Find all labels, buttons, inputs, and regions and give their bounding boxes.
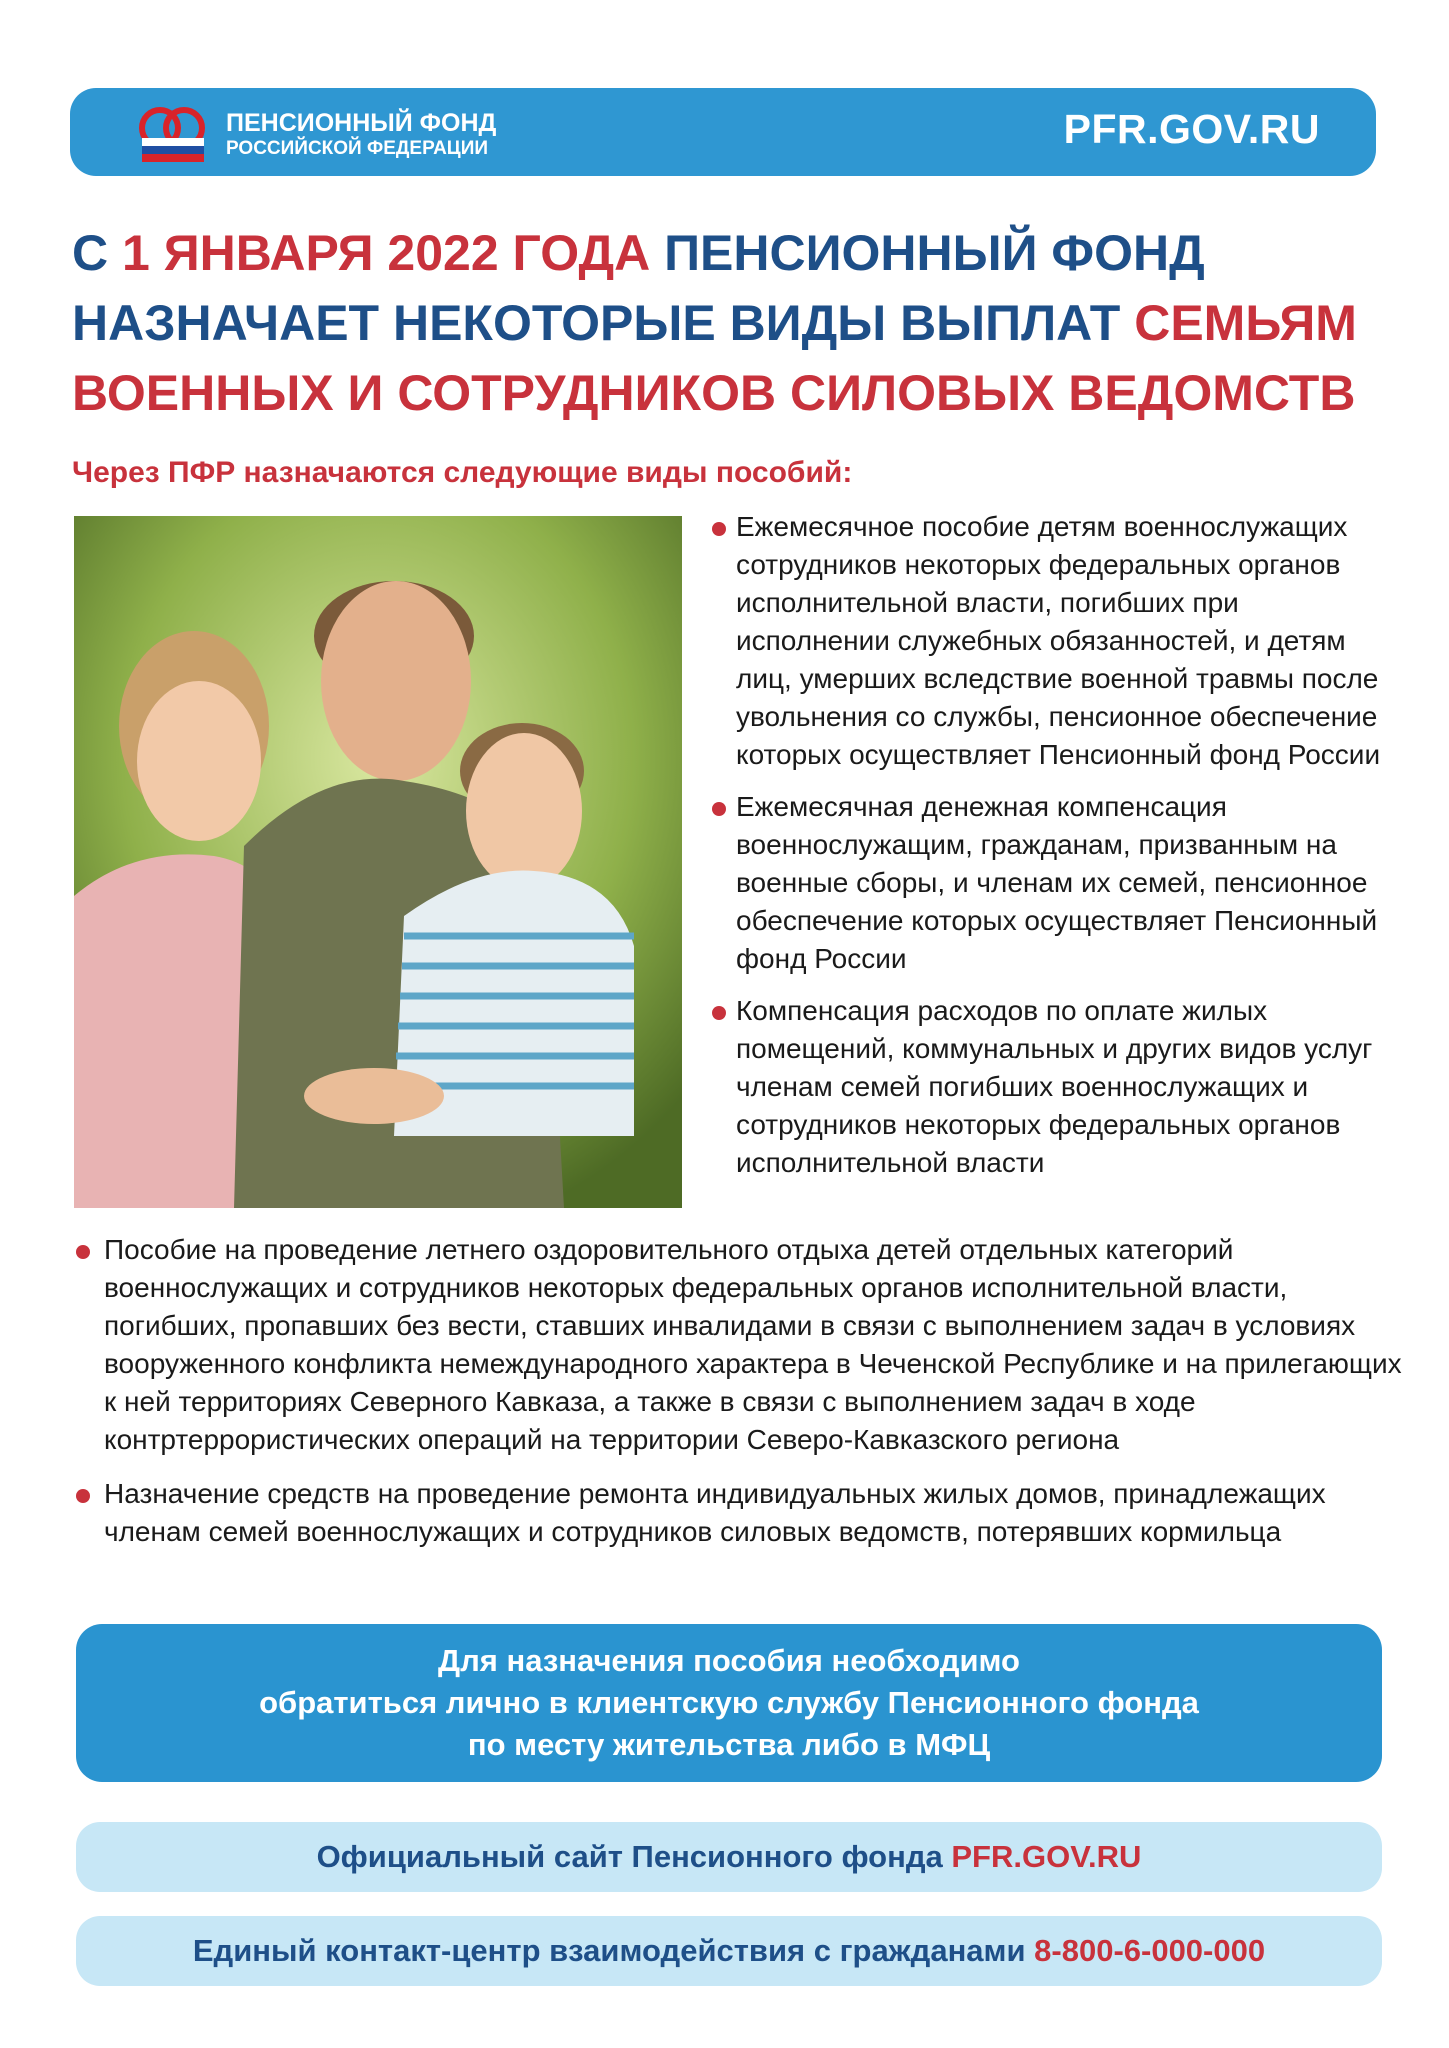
pfr-logo-icon xyxy=(138,106,208,166)
benefits-list-full xyxy=(76,1231,1416,1567)
contact-center-phone[interactable]: 8-800-6-000-000 xyxy=(1034,1933,1266,1968)
contact-center-pill xyxy=(76,1916,1382,1986)
org-name-line1: ПЕНСИОННЫЙ ФОНД xyxy=(226,109,497,137)
list-item: Назначение средств на проведение ремонта индивидуальных жилых домов, принадлежащих членам семей военнослужащих и сотрудников силовых ведомств, потерявших кормильца xyxy=(76,1475,1416,1551)
cta-line-1: Для назначения пособия необходимо xyxy=(438,1643,1020,1678)
cta-line-3: по месту жительства либо в МФЦ xyxy=(467,1727,991,1762)
list-item: Ежемесячное пособие детям военнослужащих сотрудников некоторых федеральных органов исполнительной власти, погибших при исполнении служебных обязанностей, и детям лиц, умерших вследствие военной травмы после увольнения со службы, пенсионное обеспечение которых осуществляет Пенсионный фонд России xyxy=(712,508,1392,774)
header-site-link[interactable]: PFR.GOV.RU xyxy=(1063,106,1320,152)
list-item: Компенсация расходов по оплате жилых помещений, коммунальных и других видов услуг членам семей погибших военнослужащих и сотрудников некоторых федеральных органов исполнительной власти xyxy=(712,992,1392,1182)
org-name-line2: РОССИЙСКОЙ ФЕДЕРАЦИИ xyxy=(226,138,489,159)
official-site-label: Официальный сайт Пенсионного фонда xyxy=(316,1839,952,1874)
benefits-list-right xyxy=(712,508,1392,1196)
title-highlight: СЕМЬЯМ ВОЕННЫХ И СОТРУДНИКОВ СИЛОВЫХ ВЕДОМСТВ xyxy=(72,295,1357,421)
official-site-pill xyxy=(76,1822,1382,1892)
list-item: Пособие на проведение летнего оздоровительного отдыха детей отдельных категорий военнослужащих и сотрудников некоторых федеральных органов исполнительной власти, погибших, пропавших без вести, ставших инвалидами в связи с выполнением задач в условиях вооруженного конфликта немеждународного характера в Чеченской Республике и на прилегающих к ней территориях Северного Кавказа, а также в связи с выполнением задач в ходе контртеррористических операций на территории Северо-Кавказского региона xyxy=(76,1231,1416,1459)
cta-box xyxy=(76,1624,1382,1782)
page-title xyxy=(72,218,1392,428)
header-bar xyxy=(70,88,1376,176)
title-part-1: С xyxy=(72,225,122,281)
org-name xyxy=(226,108,496,161)
title-part-2: ПЕНСИОННЫЙ ФОНД НАЗНАЧАЕТ НЕКОТОРЫЕ ВИДЫ ВЫПЛАТ xyxy=(72,225,1205,351)
cta-line-2: обратиться лично в клиентскую службу Пенсионного фонда xyxy=(259,1685,1199,1720)
family-photo xyxy=(74,516,682,1208)
official-site-link[interactable]: PFR.GOV.RU xyxy=(951,1839,1142,1874)
benefits-subheading: Через ПФР назначаются следующие виды пособий: xyxy=(72,456,853,489)
list-item: Ежемесячная денежная компенсация военнослужащим, гражданам, призванным на военные сборы, и членам их семей, пенсионное обеспечение которых осуществляет Пенсионный фонд России xyxy=(712,788,1392,978)
title-date: 1 ЯНВАРЯ 2022 ГОДА xyxy=(122,225,651,281)
contact-center-label: Единый контакт-центр взаимодействия с гражданами xyxy=(192,1933,1035,1968)
